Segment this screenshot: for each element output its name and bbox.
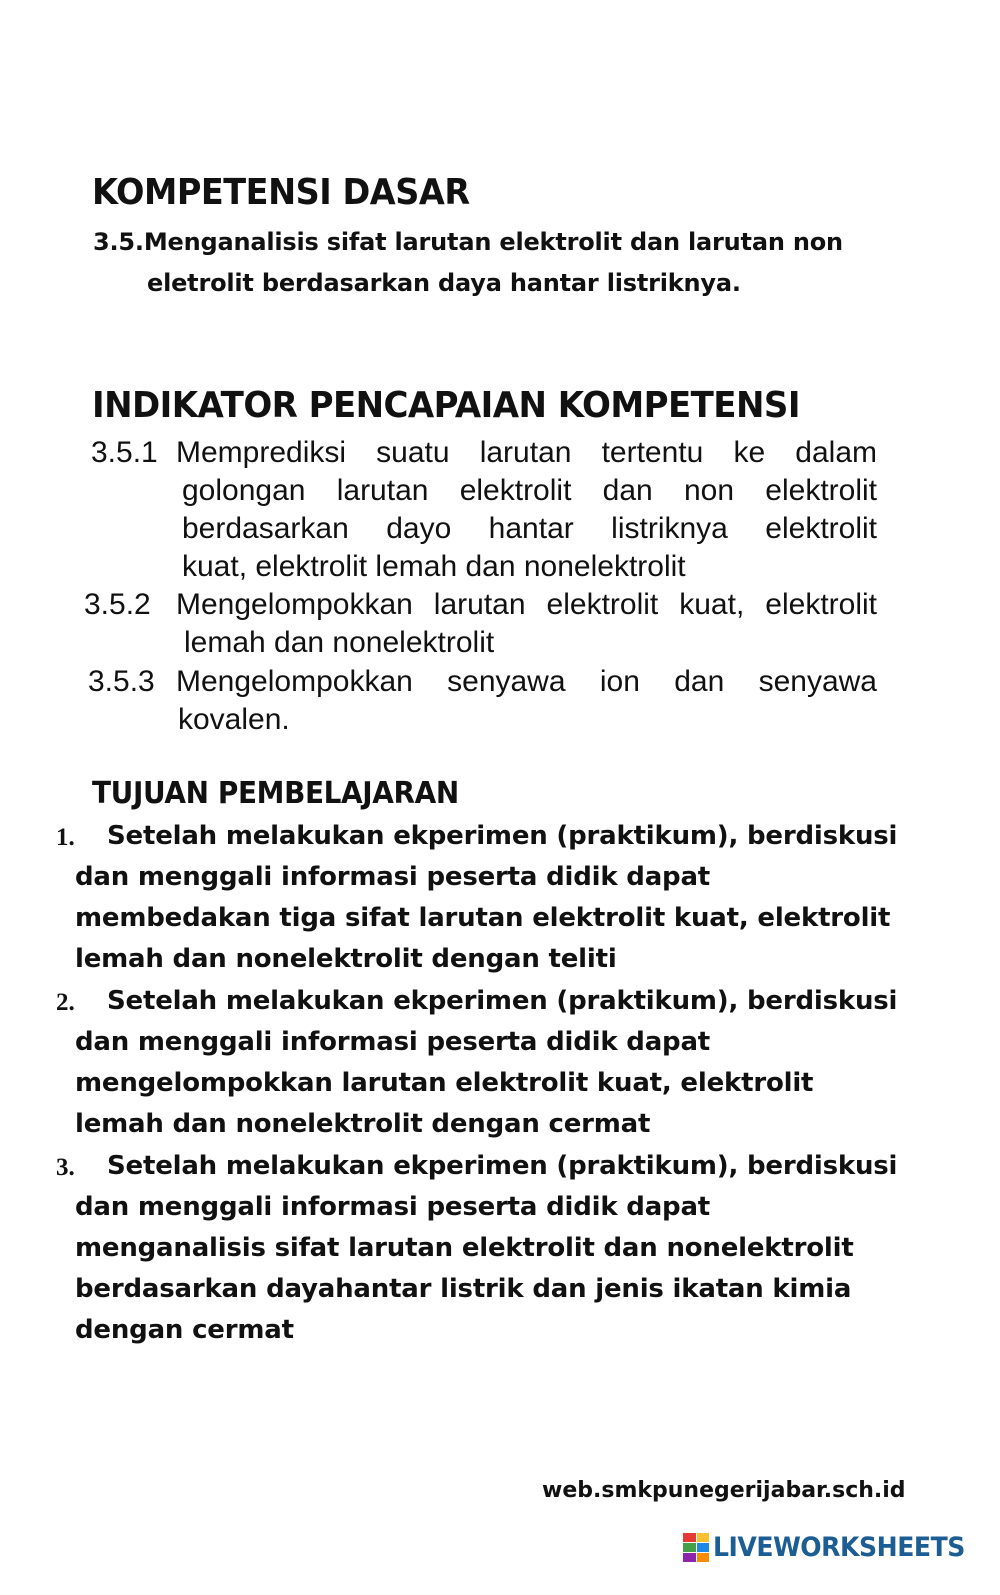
tujuan-line: Setelah melakukan ekperimen (praktikum), berdiskusi [107, 1151, 898, 1181]
indikator-line: kuat, elektrolit lemah dan nonelektrolit [182, 550, 686, 583]
logo-square [683, 1543, 696, 1552]
logo-square [683, 1533, 696, 1542]
tujuan-line: mengelompokkan larutan elektrolit kuat, elektrolit [75, 1068, 814, 1098]
tujuan-heading: TUJUAN PEMBELAJARAN [92, 776, 459, 811]
kompetensi-dasar-line-1: 3.5.Menganalisis sifat larutan elektrolit dan larutan non [93, 228, 843, 256]
tujuan-line: menganalisis sifat larutan elektrolit dan nonelektrolit [75, 1233, 854, 1263]
liveworksheets-wordmark: LIVEWORKSHEETS [713, 1532, 965, 1563]
logo-square [697, 1553, 710, 1562]
tujuan-number: 2. [56, 989, 75, 1016]
tujuan-number: 3. [56, 1154, 75, 1181]
tujuan-line: dan menggali informasi peserta didik dapat [75, 1027, 711, 1057]
tujuan-line: dan menggali informasi peserta didik dapat [75, 862, 711, 892]
indikator-line: Memprediksi suatu larutan tertentu ke dalam [176, 436, 877, 469]
tujuan-line: membedakan tiga sifat larutan elektrolit kuat, elektrolit [75, 903, 891, 933]
tujuan-number: 1. [56, 824, 75, 851]
logo-square [697, 1533, 710, 1542]
indikator-heading: INDIKATOR PENCAPAIAN KOMPETENSI [92, 385, 800, 426]
indikator-item [0, 586, 1000, 662]
liveworksheets-brand [683, 1532, 984, 1563]
indikator-line: Mengelompokkan senyawa ion dan senyawa [176, 665, 877, 698]
tujuan-line: dan menggali informasi peserta didik dapat [75, 1192, 711, 1222]
kompetensi-dasar-line-2: eletrolit berdasarkan daya hantar listriknya. [147, 269, 741, 297]
tujuan-line: berdasarkan dayahantar listrik dan jenis ikatan kimia [75, 1274, 852, 1304]
tujuan-line: lemah dan nonelektrolit dengan cermat [75, 1109, 651, 1139]
liveworksheets-logo-icon [683, 1533, 709, 1563]
logo-square [697, 1543, 710, 1552]
logo-square [683, 1553, 696, 1562]
tujuan-line: dengan cermat [75, 1315, 294, 1345]
indikator-number: 3.5.2 [84, 588, 151, 621]
indikator-line: kovalen. [178, 703, 290, 736]
indikator-item [0, 434, 1000, 586]
indikator-line: berdasarkan dayo hantar listriknya elektrolit [182, 512, 877, 545]
indikator-number: 3.5.1 [91, 436, 158, 469]
school-website-link[interactable]: web.smkpunegerijabar.sch.id [542, 1478, 906, 1503]
tujuan-line: lemah dan nonelektrolit dengan teliti [75, 944, 617, 974]
indikator-item [0, 663, 1000, 739]
tujuan-line: Setelah melakukan ekperimen (praktikum), berdiskusi [107, 821, 898, 851]
kompetensi-dasar-heading: KOMPETENSI DASAR [92, 172, 470, 213]
tujuan-line: Setelah melakukan ekperimen (praktikum), berdiskusi [107, 986, 898, 1016]
indikator-number: 3.5.3 [88, 665, 155, 698]
indikator-line: golongan larutan elektrolit dan non elektrolit [182, 474, 877, 507]
indikator-line: lemah dan nonelektrolit [184, 626, 495, 659]
indikator-line: Mengelompokkan larutan elektrolit kuat, elektrolit [176, 588, 877, 621]
